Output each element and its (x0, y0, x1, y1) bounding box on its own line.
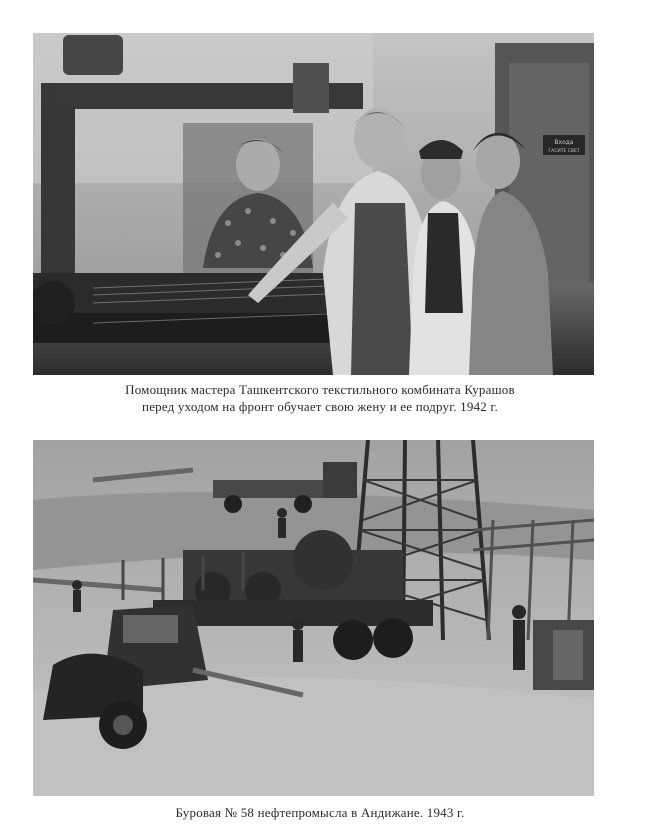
photo-textile-mill (33, 33, 594, 375)
caption-photo-1 (40, 381, 600, 415)
oil-rig-illustration (33, 440, 594, 796)
door-sign-line-2: ГАСИТЕ СВЕТ (548, 149, 580, 154)
textile-mill-illustration (33, 33, 594, 375)
caption-line: перед уходом на фронт обучает свою жену и ее подруг. 1942 г. (142, 399, 498, 414)
caption-line: Буровая № 58 нефтепромысла в Андижане. 1943 г. (175, 805, 465, 820)
caption-line: Помощник мастера Ташкентского текстильного комбината Курашов (125, 382, 515, 397)
photo-oil-rig (33, 440, 594, 796)
caption-photo-2 (40, 804, 600, 821)
door-sign-line-1: Входа (554, 139, 574, 146)
